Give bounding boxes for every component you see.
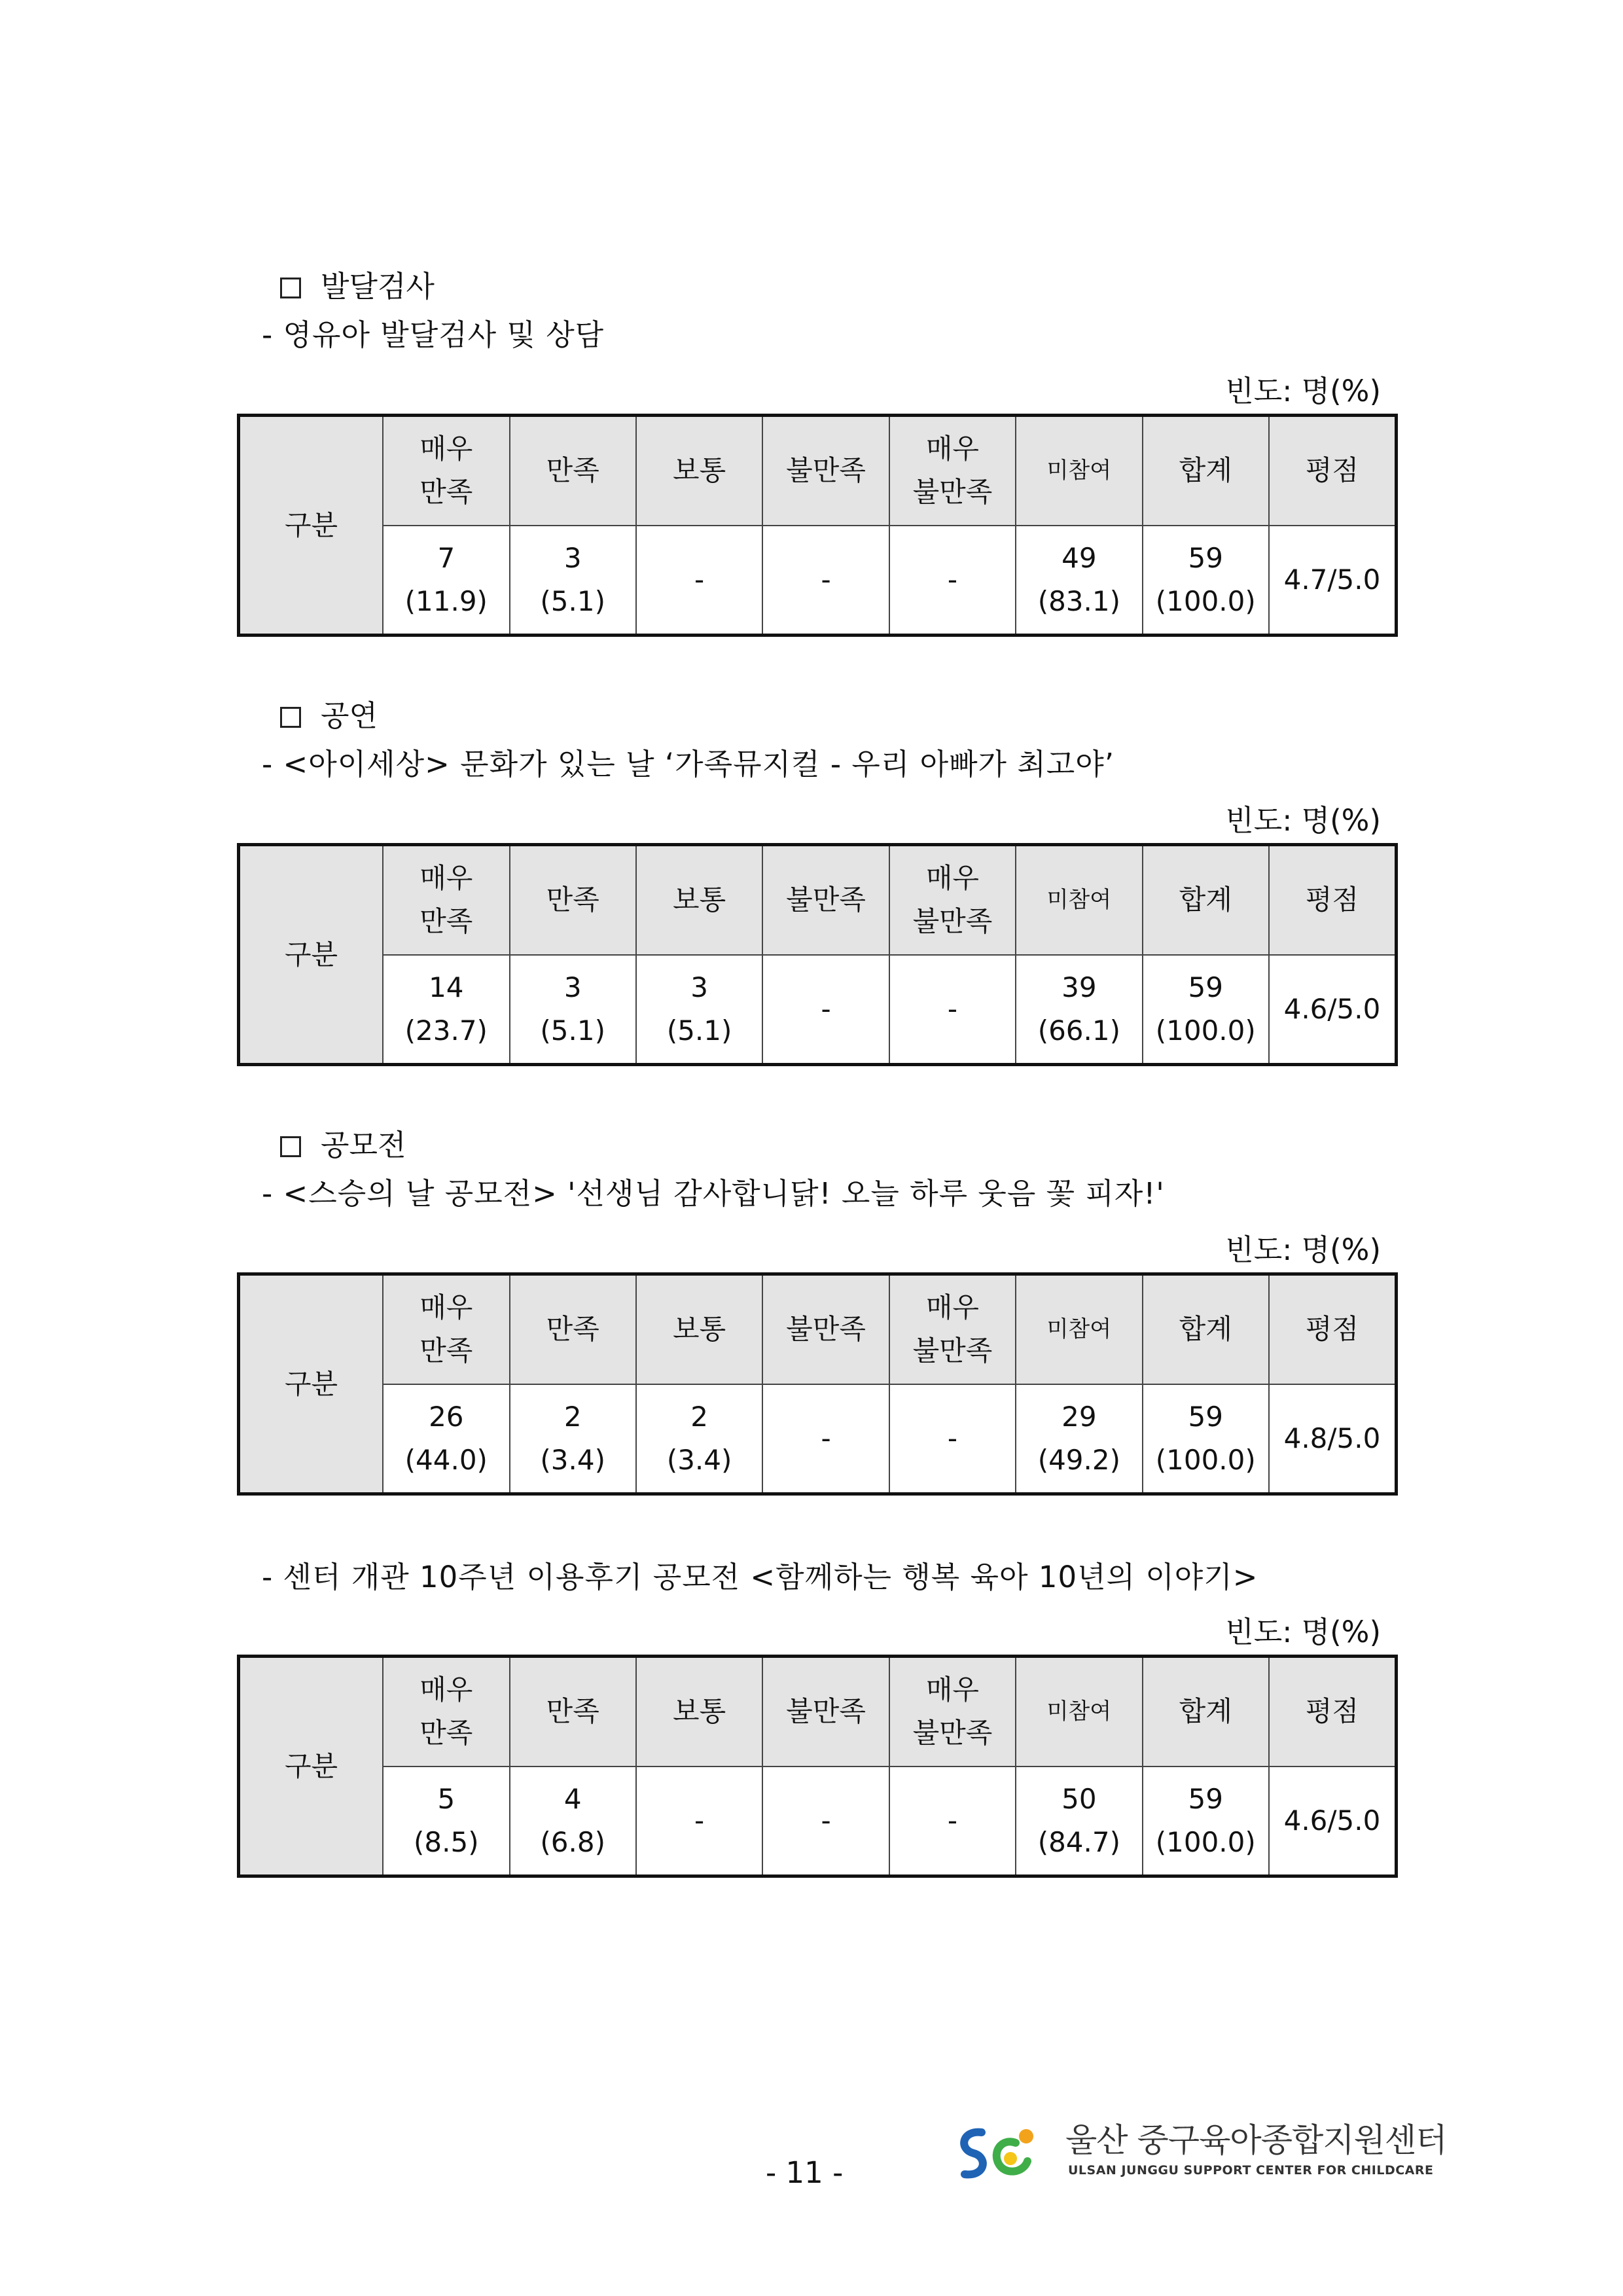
column-header: 매우 불만족	[889, 1274, 1016, 1384]
column-header: 매우 만족	[383, 1274, 509, 1384]
cell-count: 2	[690, 1400, 708, 1433]
unit-label: 빈도: 명(%)	[1225, 374, 1381, 408]
cell-count: -	[821, 563, 831, 596]
column-header: 만족	[510, 1657, 636, 1767]
section-heading: 공연	[280, 696, 378, 736]
column-header: 평점	[1269, 1657, 1397, 1767]
column-header: 불만족	[762, 845, 889, 955]
cell-count: -	[821, 1804, 831, 1837]
section-subtitle: - <아이세상> 문화가 있는 날 ‘가족뮤지컬 - 우리 아빠가 최고야’	[262, 747, 1115, 781]
survey-table	[237, 1655, 1398, 1878]
column-header: 합계	[1143, 416, 1269, 526]
table-cell	[1016, 1384, 1142, 1494]
table-row	[239, 955, 1397, 1065]
table-row	[239, 1384, 1397, 1494]
column-header: 불만족	[762, 1274, 889, 1384]
cell-count: 3	[563, 971, 582, 1003]
column-header: 평점	[1269, 845, 1397, 955]
cell-count: 50	[1061, 1782, 1097, 1815]
cell-percent: (100.0)	[1155, 1443, 1256, 1476]
cell-percent: (11.9)	[404, 584, 488, 617]
column-header: 매우 만족	[383, 845, 509, 955]
table-header-row	[239, 1274, 1397, 1384]
cell-percent: (66.1)	[1037, 1014, 1120, 1047]
table-cell	[762, 1384, 889, 1494]
cell-percent: (5.1)	[540, 1014, 605, 1047]
cell-count: 3	[563, 541, 582, 574]
score-cell: 4.6/5.0	[1269, 955, 1397, 1065]
table-cell	[636, 955, 762, 1065]
cell-count: 59	[1188, 971, 1223, 1003]
cell-count: -	[947, 992, 958, 1025]
survey-table	[237, 414, 1398, 637]
cell-count: -	[947, 1422, 958, 1454]
score-cell: 4.8/5.0	[1269, 1384, 1397, 1494]
cell-percent: (3.4)	[666, 1443, 732, 1476]
column-header: 미참여	[1016, 845, 1142, 955]
column-header: 보통	[636, 845, 762, 955]
cell-count: 39	[1061, 971, 1097, 1003]
section-subtitle: - 영유아 발달검사 및 상담	[262, 317, 605, 352]
cell-percent: (23.7)	[404, 1014, 488, 1047]
cell-percent: (3.4)	[540, 1443, 605, 1476]
cell-count: -	[821, 992, 831, 1025]
center-logo	[955, 2121, 1447, 2186]
cell-percent: (5.1)	[540, 584, 605, 617]
cell-count: 59	[1188, 1782, 1223, 1815]
table-cell	[636, 526, 762, 636]
column-header: 만족	[510, 1274, 636, 1384]
cell-percent: (8.5)	[414, 1825, 479, 1858]
table-cell	[510, 526, 636, 636]
column-header: 만족	[510, 416, 636, 526]
table-cell	[510, 1767, 636, 1876]
table-cell	[383, 1767, 509, 1876]
section-subtitle: - 센터 개관 10주년 이용후기 공모전 <함께하는 행복 육아 10년의 이야기>	[262, 1560, 1258, 1594]
unit-label: 빈도: 명(%)	[1225, 1615, 1381, 1649]
column-header: 불만족	[762, 1657, 889, 1767]
cell-count: 49	[1061, 541, 1097, 574]
column-header: 합계	[1143, 1657, 1269, 1767]
cell-percent: (100.0)	[1155, 584, 1256, 617]
column-header: 미참여	[1016, 1657, 1142, 1767]
table-cell	[383, 526, 509, 636]
column-header: 매우 만족	[383, 1657, 509, 1767]
cell-count: 4	[563, 1782, 582, 1815]
table-cell	[636, 1767, 762, 1876]
table-header-row	[239, 416, 1397, 526]
table-header-row	[239, 845, 1397, 955]
cell-count: 2	[563, 1400, 582, 1433]
cell-count: -	[694, 1804, 705, 1837]
table-row	[239, 526, 1397, 636]
survey-table	[237, 1272, 1398, 1496]
table-cell	[762, 955, 889, 1065]
cell-count: 3	[690, 971, 708, 1003]
checkbox-square-icon	[280, 278, 301, 298]
row-label-cell: 구분	[239, 845, 383, 1065]
table-cell	[636, 1384, 762, 1494]
checkbox-square-icon	[280, 707, 301, 728]
unit-label: 빈도: 명(%)	[1225, 1232, 1381, 1267]
cell-percent: (6.8)	[540, 1825, 605, 1858]
cell-count: -	[947, 563, 958, 596]
cell-count: 29	[1061, 1400, 1097, 1433]
table-cell	[383, 955, 509, 1065]
table-cell	[1143, 526, 1269, 636]
unit-label: 빈도: 명(%)	[1225, 803, 1381, 838]
table-cell	[510, 1384, 636, 1494]
table-cell	[889, 955, 1016, 1065]
score-cell: 4.6/5.0	[1269, 1767, 1397, 1876]
section-subtitle: - <스승의 날 공모전> '선생님 감사합니닭! 오늘 하루 웃음 꽃 피자!'	[262, 1176, 1165, 1211]
table-cell	[762, 526, 889, 636]
checkbox-square-icon	[280, 1136, 301, 1157]
cell-count: 7	[437, 541, 455, 574]
cell-count: -	[821, 1422, 831, 1454]
row-label-cell: 구분	[239, 416, 383, 636]
cell-percent: (83.1)	[1037, 584, 1120, 617]
cell-percent: (5.1)	[666, 1014, 732, 1047]
table-cell	[1143, 955, 1269, 1065]
table-cell	[1016, 955, 1142, 1065]
page-number: - 11 -	[766, 2155, 844, 2190]
cell-count: 59	[1188, 541, 1223, 574]
survey-table	[237, 843, 1398, 1066]
table-cell	[383, 1384, 509, 1494]
cell-count: 59	[1188, 1400, 1223, 1433]
cell-percent: (84.7)	[1037, 1825, 1120, 1858]
cell-percent: (100.0)	[1155, 1014, 1256, 1047]
column-header: 평점	[1269, 416, 1397, 526]
section-heading: 공모전	[280, 1126, 406, 1165]
logo-korean-name: 울산 중구육아종합지원센터	[1065, 2121, 1447, 2159]
section-heading: 발달검사	[280, 267, 435, 306]
table-cell	[889, 1384, 1016, 1494]
column-header: 매우 만족	[383, 416, 509, 526]
table-cell	[510, 955, 636, 1065]
cell-percent: (49.2)	[1037, 1443, 1120, 1476]
column-header: 매우 불만족	[889, 416, 1016, 526]
table-cell	[762, 1767, 889, 1876]
cell-percent: (44.0)	[404, 1443, 488, 1476]
column-header: 미참여	[1016, 1274, 1142, 1384]
score-cell: 4.7/5.0	[1269, 526, 1397, 636]
column-header: 미참여	[1016, 416, 1142, 526]
cell-count: -	[947, 1804, 958, 1837]
row-label-cell: 구분	[239, 1657, 383, 1876]
column-header: 불만족	[762, 416, 889, 526]
cell-percent: (100.0)	[1155, 1825, 1256, 1858]
cell-count: -	[694, 563, 705, 596]
column-header: 보통	[636, 416, 762, 526]
table-cell	[1143, 1767, 1269, 1876]
cell-count: 26	[429, 1400, 464, 1433]
row-label-cell: 구분	[239, 1274, 383, 1494]
table-cell	[889, 1767, 1016, 1876]
column-header: 합계	[1143, 1274, 1269, 1384]
cell-count: 5	[437, 1782, 455, 1815]
column-header: 보통	[636, 1657, 762, 1767]
column-header: 매우 불만족	[889, 1657, 1016, 1767]
center-logo-icon	[955, 2121, 1041, 2186]
table-cell	[889, 526, 1016, 636]
cell-count: 14	[429, 971, 464, 1003]
table-header-row	[239, 1657, 1397, 1767]
column-header: 합계	[1143, 845, 1269, 955]
column-header: 평점	[1269, 1274, 1397, 1384]
table-cell	[1016, 1767, 1142, 1876]
table-row	[239, 1767, 1397, 1876]
logo-english-name: ULSAN JUNGGU SUPPORT CENTER FOR CHILDCARE	[1068, 2163, 1434, 2178]
column-header: 매우 불만족	[889, 845, 1016, 955]
table-cell	[1016, 526, 1142, 636]
column-header: 보통	[636, 1274, 762, 1384]
column-header: 만족	[510, 845, 636, 955]
table-cell	[1143, 1384, 1269, 1494]
